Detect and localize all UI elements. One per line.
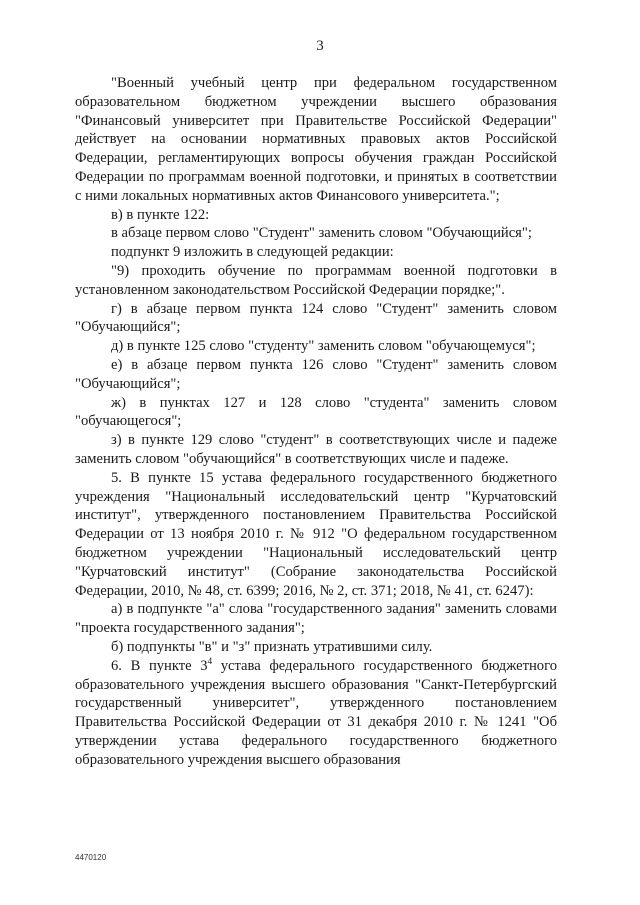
paragraph-5-item-b: б) подпункты "в" и "з" признать утратившими силу. [111,638,433,655]
paragraph-6-text: устава федерального государственного бюджетного образовательного учреждения высшего образования "Санкт-Петербургский государственный университет", утвержденного постановлением Правительства Российской Федерации от 31 декабря 2010 г. № 1241 "Об утверждении устава федерального государственного бюджетного образовательного учреждения высшего образования [75,657,557,768]
page-number: 3 [316,38,324,54]
paragraph-military-center: "Военный учебный центр при федеральном государственном образовательном бюджетном учреждении высшего образования "Финансовый университет при Правительстве Российской Федерации" действует на основании нормативных правовых актов Российской Федерации, регламентирующих вопросы обучения граждан Российской Федерации по программам военной подготовки, и принятых в соответствии с ними локальных нормативных актов Финансового университета."; [75,75,557,204]
paragraph-item-e: е) в абзаце первом пункта 126 слово "Студент" заменить словом "Обучающийся"; [75,356,557,392]
paragraph-item-z: з) в пункте 129 слово "студент" в соответствующих числе и падеже заменить словом "обучающийся" в соответствующих числе и падеже. [75,432,557,467]
paragraph-replace-student: в абзаце первом слово "Студент" заменить словом "Обучающийся"; [111,225,532,242]
document-body [75,74,557,769]
paragraph-subitem-9: подпункт 9 изложить в следующей редакции: [111,244,394,261]
paragraph-item-zh: ж) в пунктах 127 и 128 слово "студента" заменить словом "обучающегося"; [75,394,557,430]
paragraph-5-kurchatov: 5. В пункте 15 устава федерального государственного бюджетного учреждения "Национальный исследовательский центр "Курчатовский институт", утвержденного постановлением Правительства Российской Федерации от 13 ноября 2010 г. № 912 "О федеральном государственном бюджетном учреждении "Национальный исследовательский центр "Курчатовский институт" (Собрание законодательства Российской Федерации, 2010, № 48, ст. 6399; 2016, № 2, ст. 371; 2018, № 41, ст. 6247): [75,469,557,599]
paragraph-item-g: г) в абзаце первом пункта 124 слово "Студент" заменить словом "Обучающийся"; [75,300,557,336]
paragraph-subitem-9-text: "9) проходить обучение по программам военной подготовки в установленном законодательством Российской Федерации порядке;". [75,262,557,298]
paragraph-6-prefix: 6. В пункте 3 [111,657,208,674]
paragraph-item-d: д) в пункте 125 слово "студенту" заменить словом "обучающемуся"; [111,338,536,355]
paragraph-item-v: в) в пункте 122: [111,206,210,223]
paragraph-5-item-a: а) в подпункте "а" слова "государственного задания" заменить словами "проекта государственного задания"; [75,601,557,637]
paragraph-6-spbu [75,657,557,770]
paragraph-6-superscript: 4 [207,655,213,666]
footer-code: 4470120 [75,853,107,862]
